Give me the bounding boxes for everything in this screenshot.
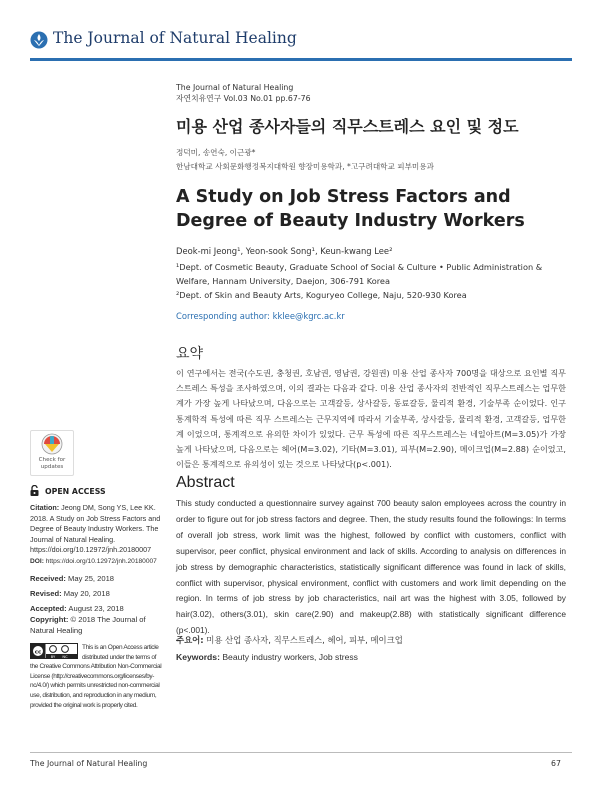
keywords-korean-text: 미용 산업 종사자, 직무스트레스, 헤어, 피부, 메이크업: [206, 635, 403, 645]
corresponding-author-link[interactable]: Corresponding author: kklee@kgrc.ac.kr: [176, 311, 345, 321]
footer-rule: [30, 752, 572, 753]
affiliation-english-2: ²Dept. of Skin and Beauty Arts, Koguryeo College, Naju, 520-930 Korea: [176, 290, 467, 300]
received-date: May 25, 2018: [68, 574, 115, 583]
citation-volume: 자연치유연구 Vol.03 No.01 pp.67-76: [176, 94, 311, 103]
keywords-korean: [176, 634, 403, 646]
doi-link[interactable]: https://doi.org/10.12972/jnh.20180007: [45, 558, 157, 565]
license-text-rest: the Creative Commons Attribution Non-Commercial License (http://creativecommons.org/licenses/by-nc/4.0/) which permits unrestricted non-commercial use, distribution, and reproduction in any medium, provided the original work is properly cited.: [30, 663, 162, 709]
copyright-text: © 2018 The Journal of Natural Healing: [30, 615, 146, 635]
citation-info: [30, 503, 168, 556]
citation-journal: The Journal of Natural Healing: [176, 83, 294, 92]
copyright-label: Copyright:: [30, 615, 69, 624]
license-text: [30, 643, 168, 710]
keywords-english-label: Keywords:: [176, 652, 220, 662]
affiliation-english-1: ¹Dept. of Cosmetic Beauty, Graduate School of Social & Culture • Public Administration & Welfare, Hannam University, Daejon, 306-791 Korea: [176, 262, 543, 286]
korean-abstract-body: 이 연구에서는 전국(수도권, 충청권, 호남권, 영남권, 강원권) 미용 산업 종사자 700명을 대상으로 요인별 직무스트레스 특성을 조사하였으며, 이의 결과는 다음과 같다. 미용 산업 종사자의 전반적인 직무스트레스는 업무한계가 가장 높게 나타났으며, 다음으로는 고객갈등, 상사갈등, 동료갈등, 물리적 환경, 기술부족 순이었다. 인구통계학적 특성에 따른 직무 스트레스는 근무지역에 따라서 기술부족, 상사갈등, 물리적 환경, 고객갈등, 업무한계 이었으며, 통계적으로 유의한 차이가 있었다. 근무 특성에 따른 직무스트레스는 네일아트(M=3.05)가 가장 높게 나타났으며, 다음으로는 헤어(M=3.02), 기타(M=3.01), 피부(M=2.90), 메이크업(M=2.88) 순이었고, 이들은 통계적으로 유의성이 있는 것으로 나타났다(p<.001).: [176, 368, 566, 470]
authors-english: Deok-mi Jeong¹, Yeon-sook Song¹, Keun-kwang Lee²: [176, 246, 393, 256]
accepted-date: August 23, 2018: [68, 604, 124, 613]
affiliation-korean: 한남대학교 사회문화행정복지대학원 향장미용학과, *고구려대학교 피부미용과: [176, 162, 434, 171]
doi-info: [30, 557, 170, 568]
revised-date: May 20, 2018: [63, 589, 110, 598]
keywords-english-text: Beauty industry workers, Job stress: [222, 652, 358, 662]
open-lock-icon: [30, 485, 39, 496]
received-label: Received:: [30, 574, 66, 583]
citation-text: Jeong DM, Song YS, Lee KK. 2018. A Study on Job Stress Factors and Degree of Beauty Industry Workers. The Journal of Natural Healing. https://doi.org/10.12972/jnh.20180007: [30, 503, 161, 554]
svg-text:NC: NC: [62, 654, 68, 659]
journal-title: The Journal of Natural Healing: [53, 29, 297, 47]
accepted-label: Accepted:: [30, 604, 67, 613]
header-rule: [30, 58, 572, 61]
check-for-updates-badge[interactable]: [30, 430, 74, 476]
received-date-row: [30, 574, 114, 585]
open-access-label: OPEN ACCESS: [45, 487, 106, 496]
revised-date-row: [30, 589, 110, 600]
authors-korean: 정덕미, 송연숙, 이근광*: [176, 148, 256, 157]
page-number: 67: [551, 759, 561, 768]
license-text-first: This is an Open Access article distributed under the terms of: [82, 644, 159, 661]
open-access-row: [30, 485, 106, 496]
title-english: A Study on Job Stress Factors and Degree of Beauty Industry Workers: [176, 187, 525, 231]
footer-journal: The Journal of Natural Healing: [30, 759, 148, 768]
svg-text:BY: BY: [50, 654, 56, 659]
crossmark-icon: [31, 431, 73, 457]
keywords-english: [176, 652, 358, 662]
keywords-korean-label: 주요어:: [176, 635, 204, 645]
svg-text:cc: cc: [34, 649, 42, 656]
abstract-body: This study conducted a questionnaire survey against 700 beauty salon employees across the country in order to figure out for job stress factors and degree. Then, the study results found the followings: In terms of overall job stress, work limit was the highest, followed by conflict with customers, conflict with supervisor, peer conflict, physical environment and lack of skills. According to analysis on differences in job stress by demographic characteristics, statistically significant difference was found in lack of skills, conflict with supervisor, physical environment, conflict with customers and work limit depending on the region. In terms of job stress by job characteristics, nail art was the highest with 3.05, followed by hair(3.02), others(3.01), skin care(2.90) and makeup(2.88) with statistically significant difference (p<.001).: [176, 498, 566, 636]
journal-logo-icon: [30, 31, 48, 49]
revised-label: Revised:: [30, 589, 62, 598]
copyright-row: [30, 615, 168, 636]
doi-label: DOI:: [30, 558, 44, 565]
check-for-updates-label: Check for updates: [38, 457, 66, 470]
accepted-date-row: [30, 604, 124, 615]
title-korean: 미용 산업 종사자들의 직무스트레스 요인 및 정도: [176, 117, 519, 136]
korean-abstract-heading: 요약: [176, 346, 204, 362]
citation-label: Citation:: [30, 503, 60, 512]
abstract-heading: Abstract: [176, 474, 235, 491]
